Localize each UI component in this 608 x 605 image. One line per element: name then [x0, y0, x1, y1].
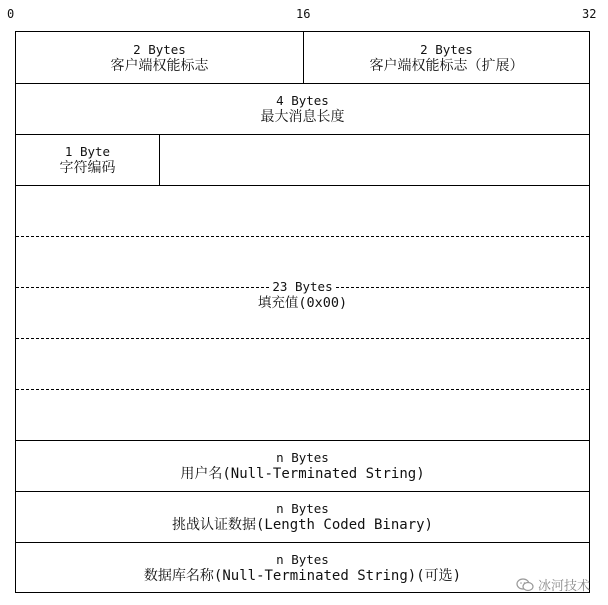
field-charset: [16, 135, 159, 185]
field-name-label: 最大消息长度: [260, 109, 345, 125]
field-size-label: n Bytes: [276, 551, 329, 567]
field-name-label: 字符编码: [59, 160, 116, 176]
field-divider: [159, 135, 160, 185]
row-filler: [16, 390, 589, 441]
row-challenge: [16, 492, 589, 543]
field-size-label: n Bytes: [276, 450, 329, 465]
watermark: [516, 575, 590, 594]
filler-size-label: [16, 280, 589, 294]
field-max-packet: [16, 84, 589, 134]
field-size-label: 4 Bytes: [276, 93, 329, 108]
field-size-label: n Bytes: [276, 501, 329, 516]
field-name-label: 客户端权能标志（扩展）: [369, 57, 524, 74]
packet-diagram: [15, 31, 590, 593]
row-filler: [16, 186, 589, 237]
field-name-label: 数据库名称(Null-Terminated String)(可选): [143, 567, 462, 584]
field-client-flags-ext: [304, 32, 589, 83]
bit-ruler-mid: 16: [296, 7, 311, 21]
row-client-flags: [16, 32, 589, 84]
field-size-label: 2 Bytes: [420, 41, 473, 57]
field-username: [16, 441, 589, 491]
field-size-label: 23 Bytes: [272, 279, 333, 294]
field-database: [16, 543, 589, 592]
field-size-label: 1 Byte: [64, 144, 111, 159]
wechat-icon: [516, 578, 534, 592]
row-username: [16, 441, 589, 492]
field-name-label: 填充值(0x00): [257, 295, 348, 311]
row-charset: [16, 135, 589, 186]
row-filler: [16, 339, 589, 390]
field-challenge: [16, 492, 589, 542]
watermark-text: 冰河技术: [537, 579, 590, 594]
field-name-label: 客户端权能标志: [110, 57, 209, 74]
field-size-label: 2 Bytes: [133, 41, 186, 57]
bit-ruler-end: 32: [582, 7, 597, 21]
field-client-flags: [16, 32, 303, 83]
row-database: [16, 543, 589, 592]
field-name-label: 挑战认证数据(Length Coded Binary): [171, 517, 433, 533]
row-max-packet: [16, 84, 589, 135]
bit-ruler-start: 0: [7, 7, 15, 21]
field-name-label: 用户名(Null-Terminated String): [180, 466, 425, 482]
filler-name-label: [16, 296, 589, 310]
